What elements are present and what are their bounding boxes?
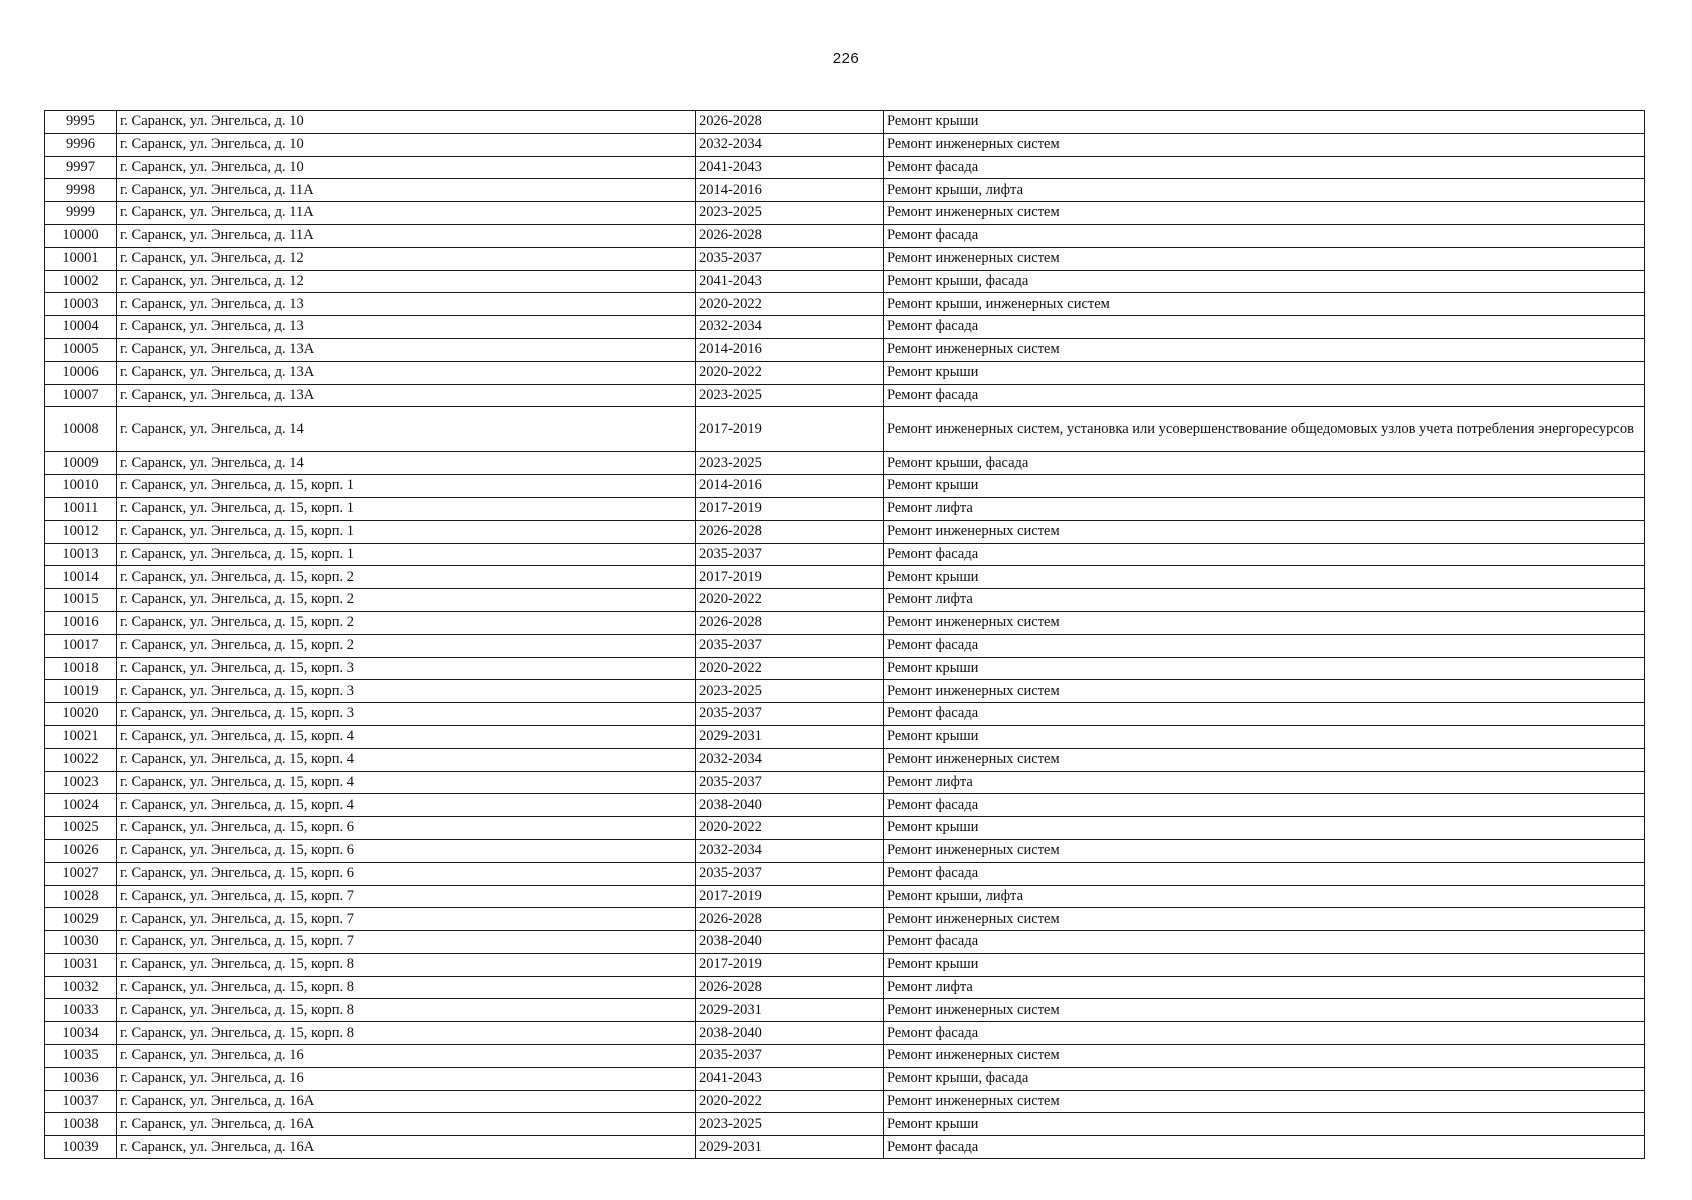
period-cell: 2026-2028: [696, 520, 884, 543]
row-number-cell: 10016: [45, 611, 117, 634]
work-type-cell: Ремонт инженерных систем, установка или усовершенствование общедомовых узлов учета потребления энергоресурсов: [884, 407, 1645, 452]
work-type-cell: Ремонт фасада: [884, 316, 1645, 339]
row-number-cell: 10020: [45, 703, 117, 726]
period-cell: 2032-2034: [696, 316, 884, 339]
period-cell: 2020-2022: [696, 589, 884, 612]
period-cell: 2026-2028: [696, 976, 884, 999]
period-cell: 2038-2040: [696, 794, 884, 817]
work-type-cell: Ремонт инженерных систем: [884, 1045, 1645, 1068]
row-number-cell: 10033: [45, 999, 117, 1022]
address-cell: г. Саранск, ул. Энгельса, д. 15, корп. 4: [117, 725, 696, 748]
row-number-cell: 10021: [45, 725, 117, 748]
period-cell: 2014-2016: [696, 179, 884, 202]
work-type-cell: Ремонт крыши, фасада: [884, 452, 1645, 475]
table-row: [45, 293, 1645, 316]
table-row: [45, 247, 1645, 270]
row-number-cell: 9999: [45, 202, 117, 225]
row-number-cell: 9995: [45, 111, 117, 134]
table-row: [45, 953, 1645, 976]
table-row: [45, 475, 1645, 498]
period-cell: 2038-2040: [696, 1022, 884, 1045]
row-number-cell: 10028: [45, 885, 117, 908]
address-cell: г. Саранск, ул. Энгельса, д. 15, корп. 7: [117, 885, 696, 908]
table-row: [45, 407, 1645, 452]
row-number-cell: 10008: [45, 407, 117, 452]
work-type-cell: Ремонт лифта: [884, 497, 1645, 520]
table-row: [45, 976, 1645, 999]
period-cell: 2035-2037: [696, 771, 884, 794]
work-type-cell: Ремонт крыши: [884, 361, 1645, 384]
table-row: [45, 1113, 1645, 1136]
period-cell: 2020-2022: [696, 1090, 884, 1113]
period-cell: 2026-2028: [696, 611, 884, 634]
table-row: [45, 657, 1645, 680]
table-row: [45, 202, 1645, 225]
table-row: [45, 725, 1645, 748]
row-number-cell: 10019: [45, 680, 117, 703]
work-type-cell: Ремонт фасада: [884, 862, 1645, 885]
address-cell: г. Саранск, ул. Энгельса, д. 15, корп. 8: [117, 976, 696, 999]
period-cell: 2035-2037: [696, 247, 884, 270]
work-type-cell: Ремонт фасада: [884, 703, 1645, 726]
row-number-cell: 10013: [45, 543, 117, 566]
address-cell: г. Саранск, ул. Энгельса, д. 16А: [117, 1136, 696, 1159]
row-number-cell: 10024: [45, 794, 117, 817]
address-cell: г. Саранск, ул. Энгельса, д. 15, корп. 8: [117, 1022, 696, 1045]
address-cell: г. Саранск, ул. Энгельса, д. 15, корп. 1: [117, 497, 696, 520]
row-number-cell: 10038: [45, 1113, 117, 1136]
address-cell: г. Саранск, ул. Энгельса, д. 13А: [117, 338, 696, 361]
table-row: [45, 156, 1645, 179]
table-row: [45, 908, 1645, 931]
row-number-cell: 10030: [45, 931, 117, 954]
work-type-cell: Ремонт инженерных систем: [884, 202, 1645, 225]
period-cell: 2017-2019: [696, 566, 884, 589]
work-type-cell: Ремонт лифта: [884, 976, 1645, 999]
address-cell: г. Саранск, ул. Энгельса, д. 15, корп. 8: [117, 999, 696, 1022]
row-number-cell: 10031: [45, 953, 117, 976]
row-number-cell: 10017: [45, 634, 117, 657]
row-number-cell: 10012: [45, 520, 117, 543]
row-number-cell: 10005: [45, 338, 117, 361]
address-cell: г. Саранск, ул. Энгельса, д. 15, корп. 2: [117, 566, 696, 589]
period-cell: 2014-2016: [696, 475, 884, 498]
work-type-cell: Ремонт крыши: [884, 725, 1645, 748]
address-cell: г. Саранск, ул. Энгельса, д. 16: [117, 1067, 696, 1090]
address-cell: г. Саранск, ул. Энгельса, д. 16: [117, 1045, 696, 1068]
table-row: [45, 703, 1645, 726]
row-number-cell: 10022: [45, 748, 117, 771]
work-type-cell: Ремонт крыши: [884, 817, 1645, 840]
address-cell: г. Саранск, ул. Энгельса, д. 15, корп. 3: [117, 703, 696, 726]
work-type-cell: Ремонт инженерных систем: [884, 908, 1645, 931]
work-type-cell: Ремонт инженерных систем: [884, 338, 1645, 361]
work-type-cell: Ремонт крыши, фасада: [884, 1067, 1645, 1090]
row-number-cell: 10001: [45, 247, 117, 270]
address-cell: г. Саранск, ул. Энгельса, д. 15, корп. 7: [117, 931, 696, 954]
row-number-cell: 10007: [45, 384, 117, 407]
work-type-cell: Ремонт фасада: [884, 384, 1645, 407]
work-type-cell: Ремонт инженерных систем: [884, 839, 1645, 862]
work-type-cell: Ремонт лифта: [884, 589, 1645, 612]
work-type-cell: Ремонт фасада: [884, 543, 1645, 566]
period-cell: 2032-2034: [696, 839, 884, 862]
period-cell: 2017-2019: [696, 953, 884, 976]
address-cell: г. Саранск, ул. Энгельса, д. 16А: [117, 1113, 696, 1136]
table-row: [45, 338, 1645, 361]
page-number: 226: [832, 50, 860, 67]
work-type-cell: Ремонт фасада: [884, 1136, 1645, 1159]
work-type-cell: Ремонт крыши: [884, 475, 1645, 498]
address-cell: г. Саранск, ул. Энгельса, д. 15, корп. 6: [117, 817, 696, 840]
table-row: [45, 1090, 1645, 1113]
address-cell: г. Саранск, ул. Энгельса, д. 15, корп. 4: [117, 771, 696, 794]
work-type-cell: Ремонт инженерных систем: [884, 247, 1645, 270]
address-cell: г. Саранск, ул. Энгельса, д. 10: [117, 156, 696, 179]
row-number-cell: 10000: [45, 224, 117, 247]
row-number-cell: 10037: [45, 1090, 117, 1113]
address-cell: г. Саранск, ул. Энгельса, д. 11А: [117, 202, 696, 225]
row-number-cell: 10035: [45, 1045, 117, 1068]
period-cell: 2029-2031: [696, 999, 884, 1022]
period-cell: 2026-2028: [696, 224, 884, 247]
address-cell: г. Саранск, ул. Энгельса, д. 15, корп. 7: [117, 908, 696, 931]
period-cell: 2020-2022: [696, 817, 884, 840]
table-row: [45, 270, 1645, 293]
address-cell: г. Саранск, ул. Энгельса, д. 15, корп. 3: [117, 680, 696, 703]
row-number-cell: 9998: [45, 179, 117, 202]
period-cell: 2029-2031: [696, 725, 884, 748]
period-cell: 2035-2037: [696, 543, 884, 566]
address-cell: г. Саранск, ул. Энгельса, д. 15, корп. 2: [117, 611, 696, 634]
row-number-cell: 10003: [45, 293, 117, 316]
work-type-cell: Ремонт крыши: [884, 953, 1645, 976]
address-cell: г. Саранск, ул. Энгельса, д. 13: [117, 316, 696, 339]
row-number-cell: 9997: [45, 156, 117, 179]
row-number-cell: 10034: [45, 1022, 117, 1045]
work-type-cell: Ремонт крыши, лифта: [884, 179, 1645, 202]
address-cell: г. Саранск, ул. Энгельса, д. 14: [117, 452, 696, 475]
address-cell: г. Саранск, ул. Энгельса, д. 15, корп. 4: [117, 748, 696, 771]
row-number-cell: 10014: [45, 566, 117, 589]
work-type-cell: Ремонт инженерных систем: [884, 133, 1645, 156]
row-number-cell: 10004: [45, 316, 117, 339]
work-type-cell: Ремонт инженерных систем: [884, 999, 1645, 1022]
address-cell: г. Саранск, ул. Энгельса, д. 12: [117, 270, 696, 293]
work-type-cell: Ремонт фасада: [884, 931, 1645, 954]
row-number-cell: 10011: [45, 497, 117, 520]
period-cell: 2029-2031: [696, 1136, 884, 1159]
period-cell: 2035-2037: [696, 1045, 884, 1068]
address-cell: г. Саранск, ул. Энгельса, д. 13А: [117, 384, 696, 407]
period-cell: 2020-2022: [696, 657, 884, 680]
address-cell: г. Саранск, ул. Энгельса, д. 15, корп. 2: [117, 634, 696, 657]
row-number-cell: 10026: [45, 839, 117, 862]
address-cell: г. Саранск, ул. Энгельса, д. 15, корп. 3: [117, 657, 696, 680]
period-cell: 2032-2034: [696, 748, 884, 771]
period-cell: 2020-2022: [696, 361, 884, 384]
table-row: [45, 384, 1645, 407]
work-type-cell: Ремонт крыши: [884, 657, 1645, 680]
table-row: [45, 817, 1645, 840]
table-row: [45, 543, 1645, 566]
work-type-cell: Ремонт инженерных систем: [884, 680, 1645, 703]
table-row: [45, 566, 1645, 589]
work-type-cell: Ремонт инженерных систем: [884, 1090, 1645, 1113]
row-number-cell: 10002: [45, 270, 117, 293]
period-cell: 2023-2025: [696, 202, 884, 225]
work-type-cell: Ремонт инженерных систем: [884, 520, 1645, 543]
row-number-cell: 10023: [45, 771, 117, 794]
row-number-cell: 9996: [45, 133, 117, 156]
table-row: [45, 1022, 1645, 1045]
row-number-cell: 10025: [45, 817, 117, 840]
row-number-cell: 10029: [45, 908, 117, 931]
address-cell: г. Саранск, ул. Энгельса, д. 11А: [117, 179, 696, 202]
table-row: [45, 179, 1645, 202]
table-row: [45, 931, 1645, 954]
work-type-cell: Ремонт крыши: [884, 566, 1645, 589]
table-row: [45, 748, 1645, 771]
period-cell: 2023-2025: [696, 452, 884, 475]
table-row: [45, 589, 1645, 612]
work-type-cell: Ремонт фасада: [884, 156, 1645, 179]
period-cell: 2017-2019: [696, 885, 884, 908]
period-cell: 2035-2037: [696, 862, 884, 885]
work-type-cell: Ремонт фасада: [884, 794, 1645, 817]
row-number-cell: 10006: [45, 361, 117, 384]
period-cell: 2041-2043: [696, 156, 884, 179]
period-cell: 2041-2043: [696, 270, 884, 293]
work-type-cell: Ремонт крыши: [884, 1113, 1645, 1136]
period-cell: 2035-2037: [696, 634, 884, 657]
work-type-cell: Ремонт крыши, фасада: [884, 270, 1645, 293]
row-number-cell: 10032: [45, 976, 117, 999]
table-row: [45, 1067, 1645, 1090]
period-cell: 2026-2028: [696, 111, 884, 134]
address-cell: г. Саранск, ул. Энгельса, д. 12: [117, 247, 696, 270]
table-row: [45, 794, 1645, 817]
work-type-cell: Ремонт инженерных систем: [884, 611, 1645, 634]
table-row: [45, 133, 1645, 156]
row-number-cell: 10009: [45, 452, 117, 475]
row-number-cell: 10010: [45, 475, 117, 498]
period-cell: 2017-2019: [696, 497, 884, 520]
table-row: [45, 111, 1645, 134]
row-number-cell: 10015: [45, 589, 117, 612]
period-cell: 2020-2022: [696, 293, 884, 316]
address-cell: г. Саранск, ул. Энгельса, д. 15, корп. 8: [117, 953, 696, 976]
address-cell: г. Саранск, ул. Энгельса, д. 10: [117, 133, 696, 156]
table-body: [45, 111, 1645, 1159]
period-cell: 2023-2025: [696, 1113, 884, 1136]
table-row: [45, 634, 1645, 657]
period-cell: 2026-2028: [696, 908, 884, 931]
row-number-cell: 10018: [45, 657, 117, 680]
address-cell: г. Саранск, ул. Энгельса, д. 11А: [117, 224, 696, 247]
table-row: [45, 1045, 1645, 1068]
work-type-cell: Ремонт фасада: [884, 634, 1645, 657]
table-row: [45, 520, 1645, 543]
work-type-cell: Ремонт крыши: [884, 111, 1645, 134]
address-cell: г. Саранск, ул. Энгельса, д. 15, корп. 1: [117, 520, 696, 543]
address-cell: г. Саранск, ул. Энгельса, д. 14: [117, 407, 696, 452]
table-row: [45, 680, 1645, 703]
period-cell: 2035-2037: [696, 703, 884, 726]
period-cell: 2038-2040: [696, 931, 884, 954]
row-number-cell: 10036: [45, 1067, 117, 1090]
address-cell: г. Саранск, ул. Энгельса, д. 10: [117, 111, 696, 134]
table-row: [45, 999, 1645, 1022]
work-type-cell: Ремонт фасада: [884, 224, 1645, 247]
table-row: [45, 1136, 1645, 1159]
repair-schedule-table: [44, 110, 1645, 1159]
table-row: [45, 885, 1645, 908]
work-type-cell: Ремонт крыши, лифта: [884, 885, 1645, 908]
period-cell: 2014-2016: [696, 338, 884, 361]
period-cell: 2017-2019: [696, 407, 884, 452]
period-cell: 2023-2025: [696, 384, 884, 407]
table-row: [45, 862, 1645, 885]
address-cell: г. Саранск, ул. Энгельса, д. 15, корп. 4: [117, 794, 696, 817]
work-type-cell: Ремонт лифта: [884, 771, 1645, 794]
table-row: [45, 316, 1645, 339]
address-cell: г. Саранск, ул. Энгельса, д. 16А: [117, 1090, 696, 1113]
table-row: [45, 771, 1645, 794]
table-row: [45, 452, 1645, 475]
address-cell: г. Саранск, ул. Энгельса, д. 13: [117, 293, 696, 316]
table-row: [45, 839, 1645, 862]
address-cell: г. Саранск, ул. Энгельса, д. 13А: [117, 361, 696, 384]
address-cell: г. Саранск, ул. Энгельса, д. 15, корп. 1: [117, 475, 696, 498]
work-type-cell: Ремонт крыши, инженерных систем: [884, 293, 1645, 316]
address-cell: г. Саранск, ул. Энгельса, д. 15, корп. 6: [117, 862, 696, 885]
address-cell: г. Саранск, ул. Энгельса, д. 15, корп. 6: [117, 839, 696, 862]
table-row: [45, 497, 1645, 520]
address-cell: г. Саранск, ул. Энгельса, д. 15, корп. 2: [117, 589, 696, 612]
work-type-cell: Ремонт инженерных систем: [884, 748, 1645, 771]
period-cell: 2023-2025: [696, 680, 884, 703]
row-number-cell: 10039: [45, 1136, 117, 1159]
period-cell: 2041-2043: [696, 1067, 884, 1090]
table-row: [45, 224, 1645, 247]
work-type-cell: Ремонт фасада: [884, 1022, 1645, 1045]
table-row: [45, 361, 1645, 384]
row-number-cell: 10027: [45, 862, 117, 885]
period-cell: 2032-2034: [696, 133, 884, 156]
table-row: [45, 611, 1645, 634]
address-cell: г. Саранск, ул. Энгельса, д. 15, корп. 1: [117, 543, 696, 566]
